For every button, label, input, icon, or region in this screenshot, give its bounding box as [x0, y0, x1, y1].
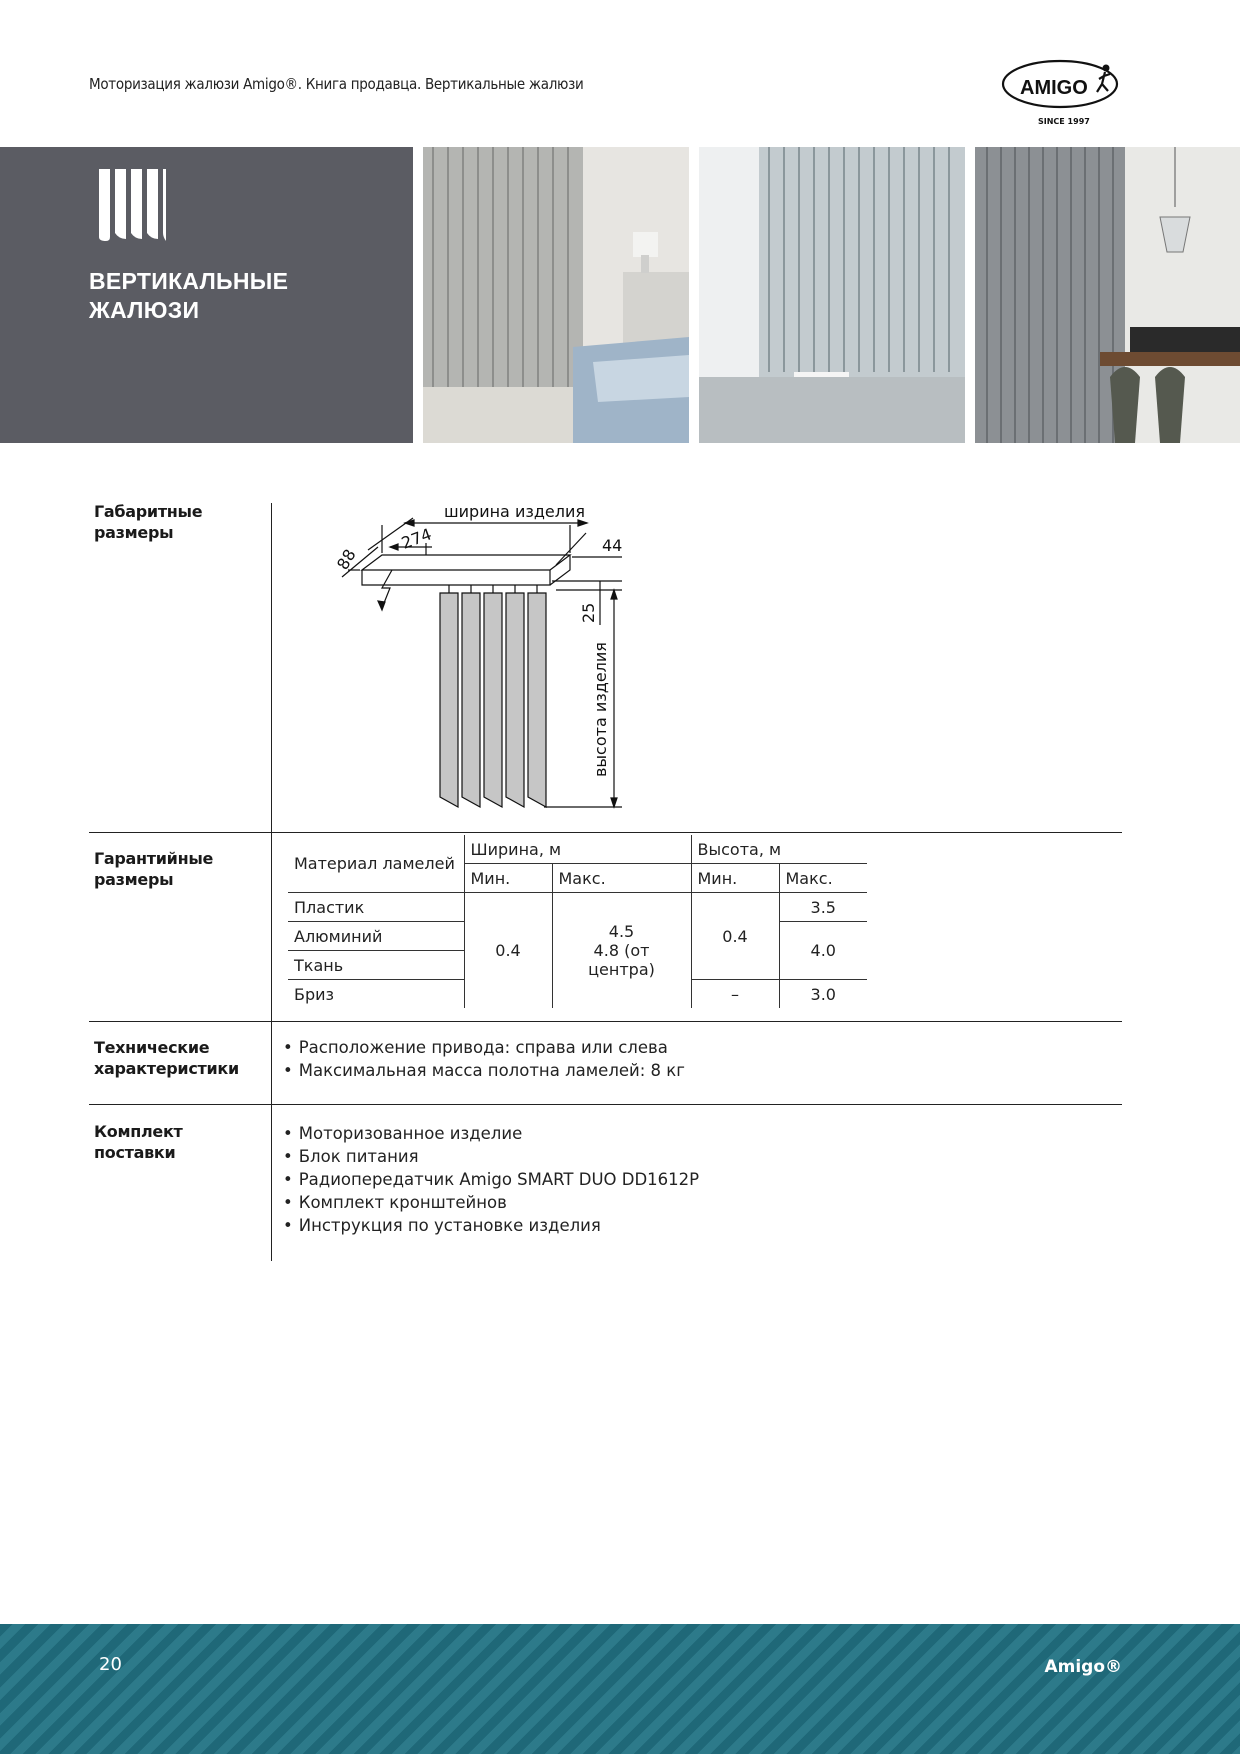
amigo-logo — [1000, 58, 1125, 128]
section-label-dimensions: Габаритные размеры — [94, 502, 203, 542]
dimensions-diagram — [320, 495, 650, 820]
banner-title — [89, 267, 288, 325]
table-subheader-width-min: Мин. — [464, 864, 552, 893]
technical-list — [283, 1036, 685, 1082]
table-cell-material: Бриз — [294, 984, 335, 1004]
logo-tagline: SINCE 1997 — [1038, 117, 1090, 126]
list-item: • Инструкция по установке изделия — [283, 1214, 699, 1237]
table-subheader-width-max: Макс. — [552, 864, 691, 893]
list-item: • Максимальная масса полотна ламелей: 8 кг — [283, 1059, 685, 1082]
section-divider-vertical — [271, 503, 272, 1261]
diagram-dim-25: 25 — [579, 602, 598, 623]
section-divider — [89, 832, 1122, 833]
diagram-width-label: ширина изделия — [444, 502, 586, 521]
diagram-dim-274: 274 — [398, 524, 435, 553]
table-cell-height-min: – — [691, 980, 779, 1009]
warranty-size-table — [288, 835, 867, 1008]
page-footer — [0, 1624, 1240, 1754]
table-header-width: Ширина, м — [464, 835, 691, 864]
hero-banner — [0, 147, 1240, 443]
table-row — [288, 893, 867, 922]
diagram-height-label: высота изделия — [591, 642, 610, 777]
table-cell-width-max: 4.5 4.8 (от центра) — [552, 893, 691, 1009]
living-room-blinds-photo — [699, 147, 965, 443]
table-cell-material: Ткань — [288, 951, 464, 980]
section-label-technical: Технические характеристики — [94, 1038, 239, 1078]
table-cell-height-max: 3.5 — [779, 893, 867, 922]
package-list — [283, 1122, 699, 1237]
document-header-title: Моторизация жалюзи Amigo®. Книга продавца. Вертикальные жалюзи — [89, 75, 584, 93]
section-label-package: Комплект поставки — [94, 1122, 183, 1162]
table-cell-material: Алюминий — [288, 922, 464, 951]
banner-title-line1: ВЕРТИКАЛЬНЫЕ — [89, 268, 289, 294]
table-subheader-height-min: Мин. — [691, 864, 779, 893]
list-item: • Расположение привода: справа или слева — [283, 1036, 685, 1059]
footer-brand: Amigo® — [1044, 1657, 1122, 1677]
table-cell-height-min: 0.4 — [691, 893, 779, 980]
banner-title-panel — [0, 147, 413, 443]
diagram-dim-88: 88 — [333, 545, 360, 573]
vertical-blinds-icon — [97, 167, 169, 243]
list-item: • Блок питания — [283, 1145, 699, 1168]
logo-wordmark: AMIGO — [1020, 77, 1088, 99]
section-divider — [89, 1104, 1122, 1105]
list-item: • Радиопередатчик Amigo SMART DUO DD1612P — [283, 1168, 699, 1191]
table-cell-height-max: 3.0 — [779, 980, 867, 1009]
section-label-warranty: Гарантийные размеры — [94, 849, 214, 889]
table-header-material: Материал ламелей — [288, 835, 464, 893]
bedroom-blinds-photo — [423, 147, 689, 443]
page-number: 20 — [99, 1654, 122, 1675]
list-item: • Комплект кронштейнов — [283, 1191, 699, 1214]
dining-room-blinds-photo — [975, 147, 1240, 443]
section-divider — [89, 1021, 1122, 1022]
table-subheader-height-max: Макс. — [779, 864, 867, 893]
table-cell-material: Пластик — [288, 893, 464, 922]
banner-title-line2: ЖАЛЮЗИ — [89, 297, 200, 323]
list-item: • Моторизованное изделие — [283, 1122, 699, 1145]
table-cell-height-max: 4.0 — [779, 922, 867, 980]
table-header-height: Высота, м — [691, 835, 867, 864]
table-cell-width-min: 0.4 — [464, 893, 552, 1009]
diagram-dim-44: 44 — [602, 536, 623, 555]
